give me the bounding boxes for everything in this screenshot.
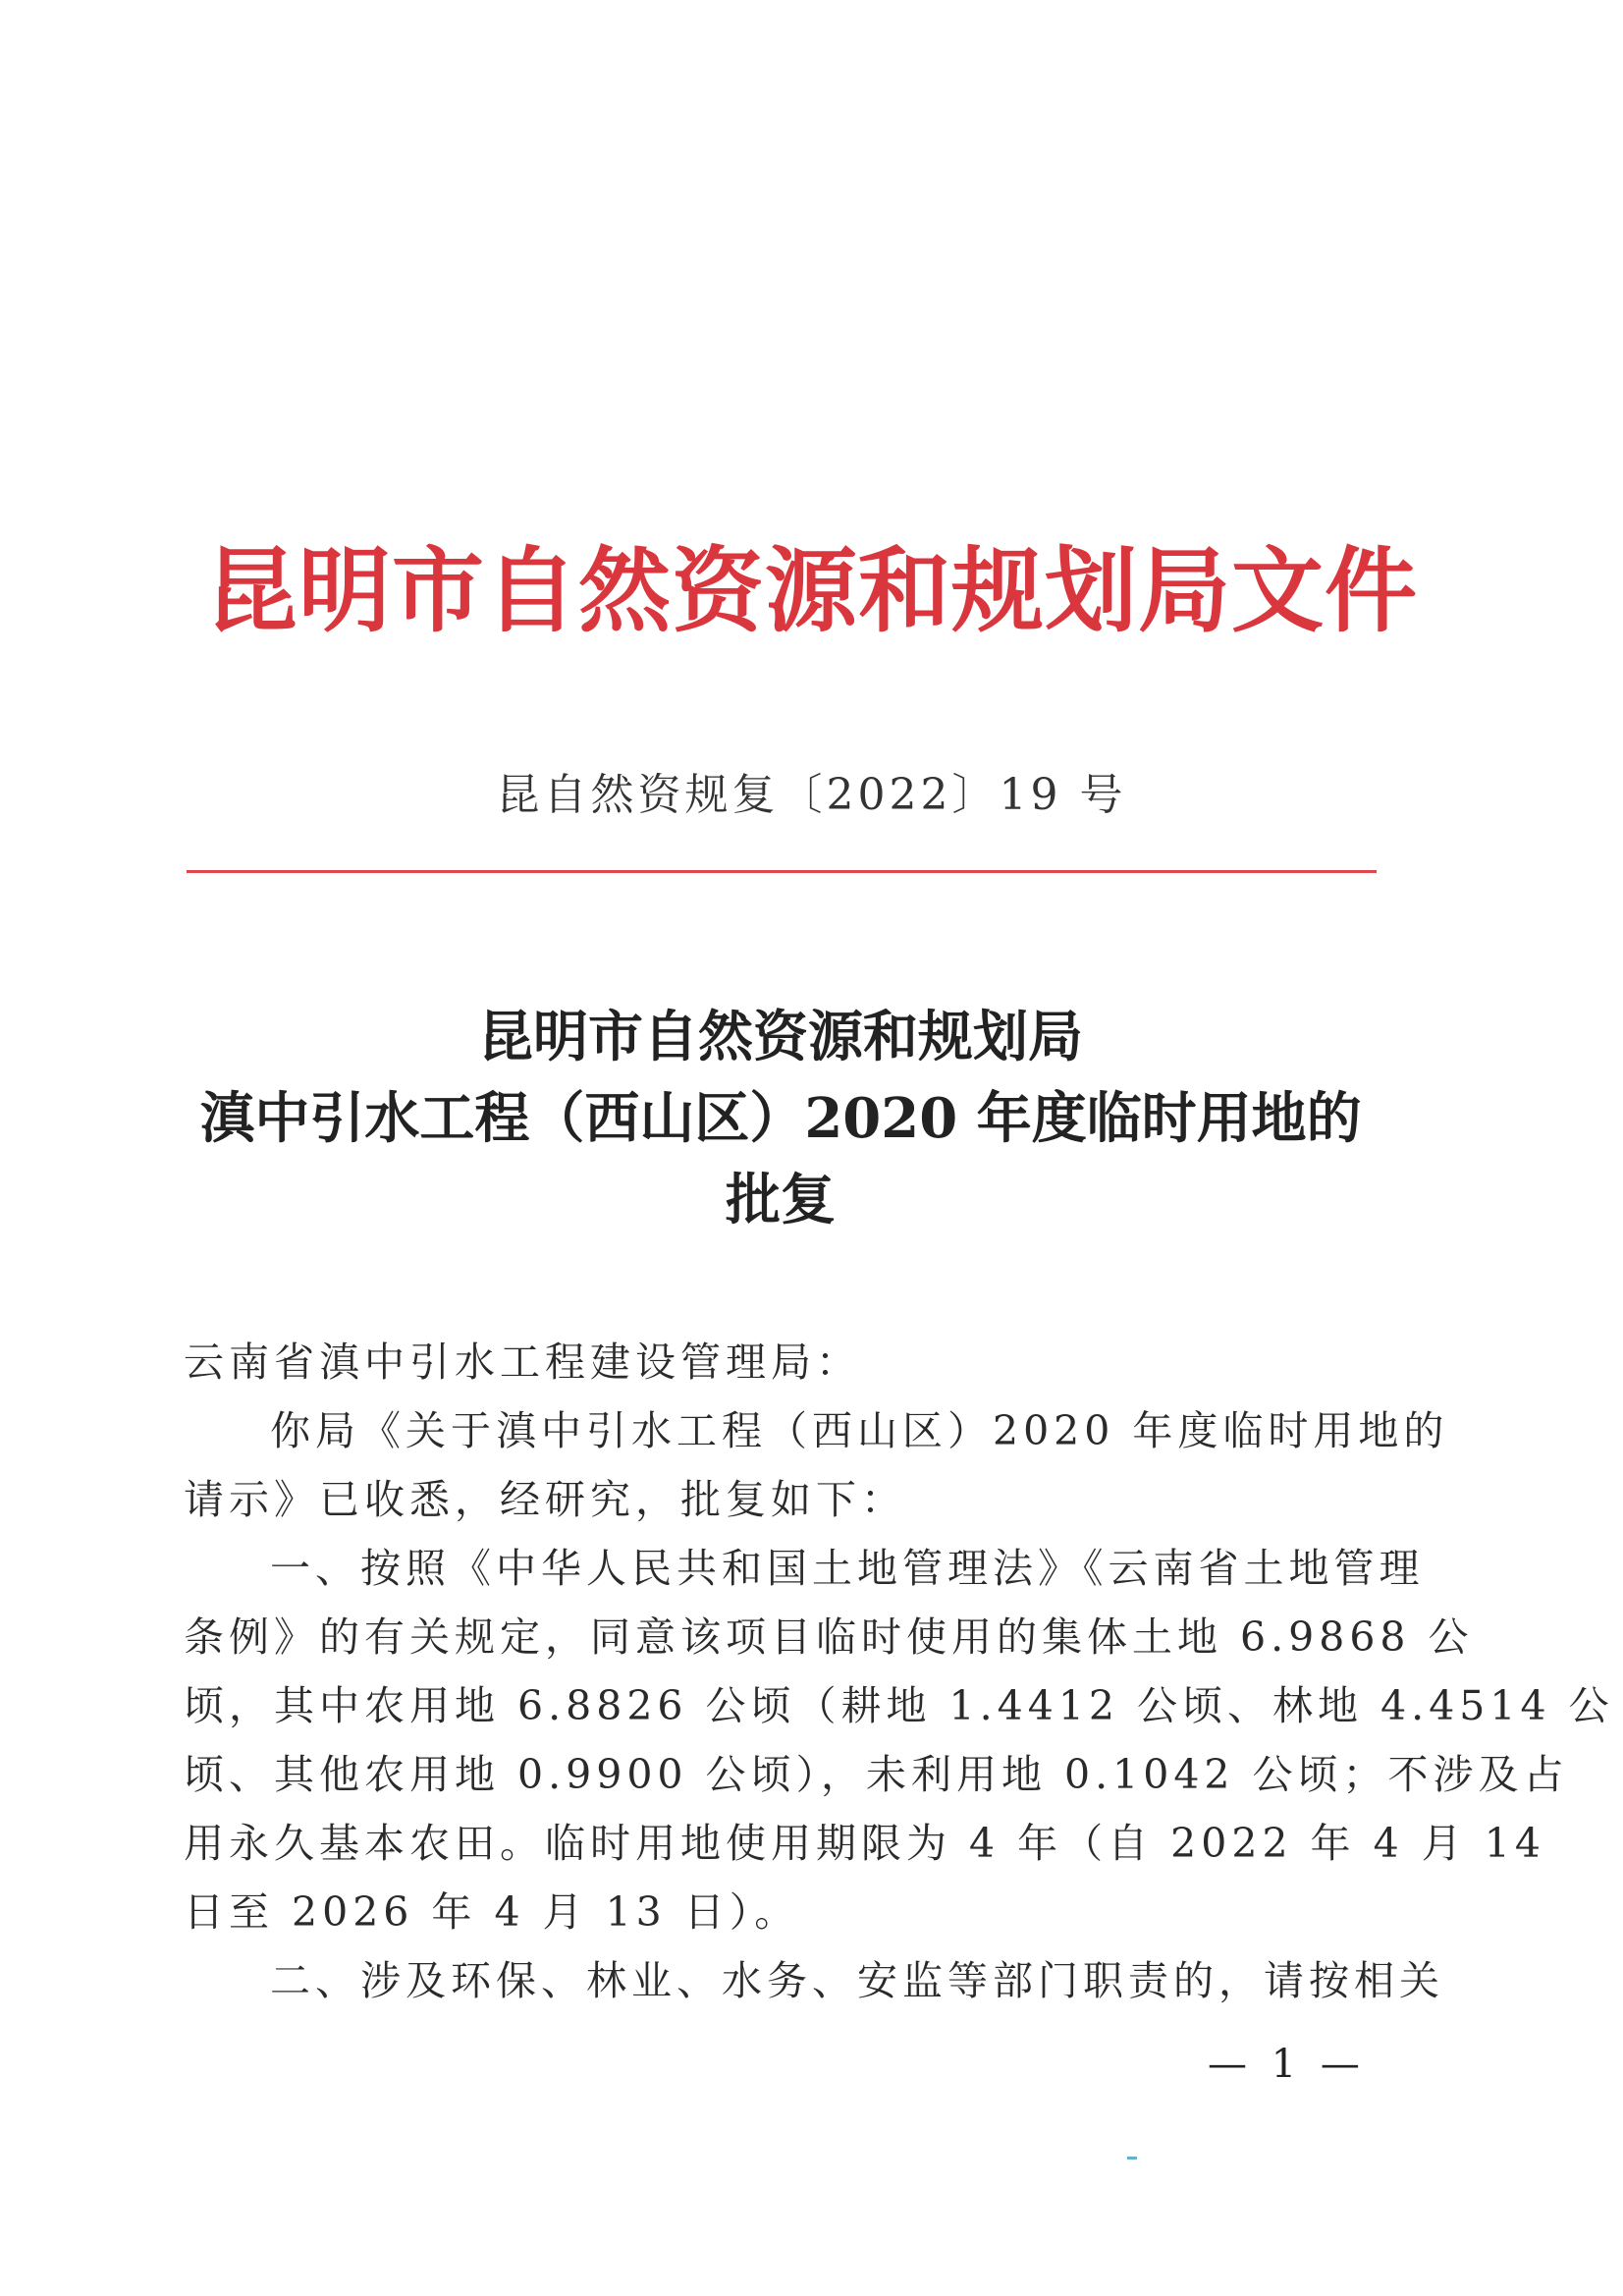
document-title — [177, 997, 1384, 1241]
issuer-title: 昆明市自然资源和规划局文件 — [204, 537, 1418, 645]
title-line: 批复 — [726, 1168, 836, 1232]
body-line: 条例》的有关规定，同意该项目临时使用的集体土地 6.9868 公 — [184, 1613, 1474, 1661]
body-line: 你局《关于滇中引水工程（西山区）2020 年度临时用地的 — [270, 1407, 1449, 1454]
document-number: 昆自然资规复〔2022〕19 号 — [496, 770, 1127, 820]
red-separator-rule — [187, 870, 1377, 873]
addressee: 云南省滇中引水工程建设管理局： — [184, 1339, 861, 1386]
body-line: 用永久基本农田。临时用地使用期限为 4 年（自 2022 年 4 月 14 — [184, 1820, 1545, 1867]
body-line: 顷，其中农用地 6.8826 公顷（耕地 1.4412 公顷、林地 4.4514 公 — [184, 1682, 1614, 1729]
document-body — [184, 1328, 1614, 2015]
body-line: 二、涉及环保、林业、水务、安监等部门职责的，请按相关 — [270, 1957, 1444, 2004]
title-line: 滇中引水工程（西山区）2020 年度临时用地的 — [199, 1086, 1362, 1151]
scan-artifact-mark — [1127, 2157, 1137, 2159]
body-line: 顷、其他农用地 0.9900 公顷），未利用地 0.1042 公顷；不涉及占 — [184, 1751, 1569, 1798]
body-line: 日至 2026 年 4 月 13 日）。 — [184, 1888, 800, 1936]
body-line: 请示》已收悉，经研究，批复如下： — [184, 1476, 906, 1523]
title-line: 昆明市自然资源和规划局 — [478, 1005, 1083, 1069]
page-number: — 1 — — [1208, 2042, 1366, 2087]
body-line: 一、按照《中华人民共和国土地管理法》《云南省土地管理 — [270, 1545, 1425, 1592]
